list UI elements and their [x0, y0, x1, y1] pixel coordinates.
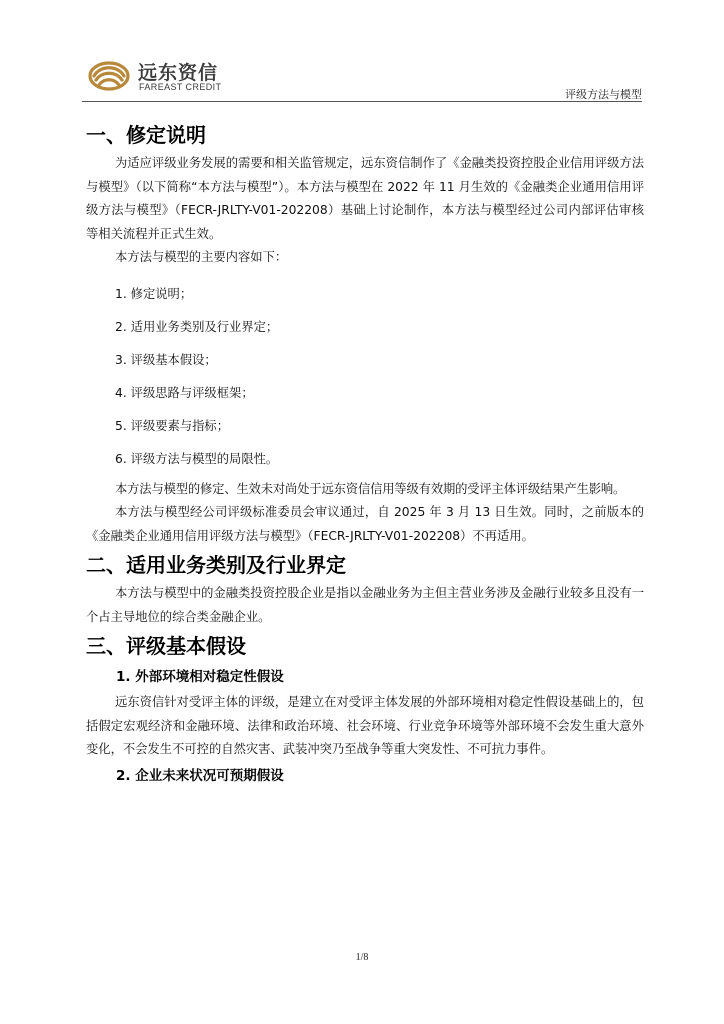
- section-2-heading: 二、适用业务类别及行业界定: [86, 553, 346, 577]
- logo-chinese-name: 远东资信: [138, 62, 219, 84]
- header-divider: [82, 101, 642, 102]
- list-item: 1. 修定说明；: [115, 286, 193, 301]
- section-2-paragraph: 本方法与模型中的金融类投资控股企业是指以金融业务为主但主营业务涉及金融行业较多且没有一个占主导地位的综合类金融企业。: [86, 586, 644, 624]
- subsection-1-heading: 1. 外部环境相对稳定性假设: [116, 669, 284, 685]
- list-item: 2. 适用业务类别及行业界定；: [115, 319, 279, 334]
- section-1-paragraph: 为适应评级业务发展的需要和相关监管规定，远东资信制作了《金融类投资控股企业信用评级方法与模型》（以下简称“本方法与模型”）。本方法与模型在 2022 年 11 月生效的《金融类企业通用信用评级方法与模型》（FECR-JRLTY-V01-202208）基础上讨论制作，本方法与模型经过公司内部评估审核等相关流程并正式生效。: [86, 156, 644, 241]
- list-item: 5. 评级要素与指标；: [115, 418, 230, 433]
- company-logo: [86, 56, 236, 96]
- section-1-contents-intro: 本方法与模型的主要内容如下：: [115, 250, 288, 264]
- list-item: 6. 评级方法与模型的局限性。: [115, 451, 279, 466]
- document-body: [86, 118, 644, 790]
- section-1-effective-paragraph: 本方法与模型经公司评级标准委员会审议通过，自 2025 年 3 月 13 日生效。同时，之前版本的《金融类企业通用信用评级方法与模型》（FECR-JRLTY-V01-202208）不再适用。: [86, 505, 644, 543]
- subsection-1-paragraph: 远东资信针对受评主体的评级，是建立在对受评主体发展的外部环境相对稳定性假设基础上的，包括假定宏观经济和金融环境、法律和政治环境、社会环境、行业竞争环境等外部环境不会发生重大意外变化，不会发生不可控的自然灾害、武装冲突乃至战争等重大突发性、不可抗力事件。: [86, 695, 644, 756]
- section-1-impact-paragraph: 本方法与模型的修定、生效未对尚处于远东资信信用等级有效期的受评主体评级结果产生影响。: [115, 481, 626, 496]
- subsection-2-heading: 2. 企业未来状况可预期假设: [116, 767, 284, 784]
- contents-list: [86, 278, 644, 476]
- list-item: 3. 评级基本假设；: [115, 352, 217, 367]
- section-1-heading: 一、修定说明: [86, 123, 206, 147]
- page-number: 1/8: [355, 952, 369, 963]
- document-header-title: 评级方法与模型: [565, 88, 642, 101]
- fareast-logo-icon: [86, 56, 132, 96]
- section-3-heading: 三、评级基本假设: [86, 634, 246, 658]
- list-item: 4. 评级思路与评级框架；: [115, 385, 254, 400]
- logo-english-name: FAREAST CREDIT: [139, 82, 222, 92]
